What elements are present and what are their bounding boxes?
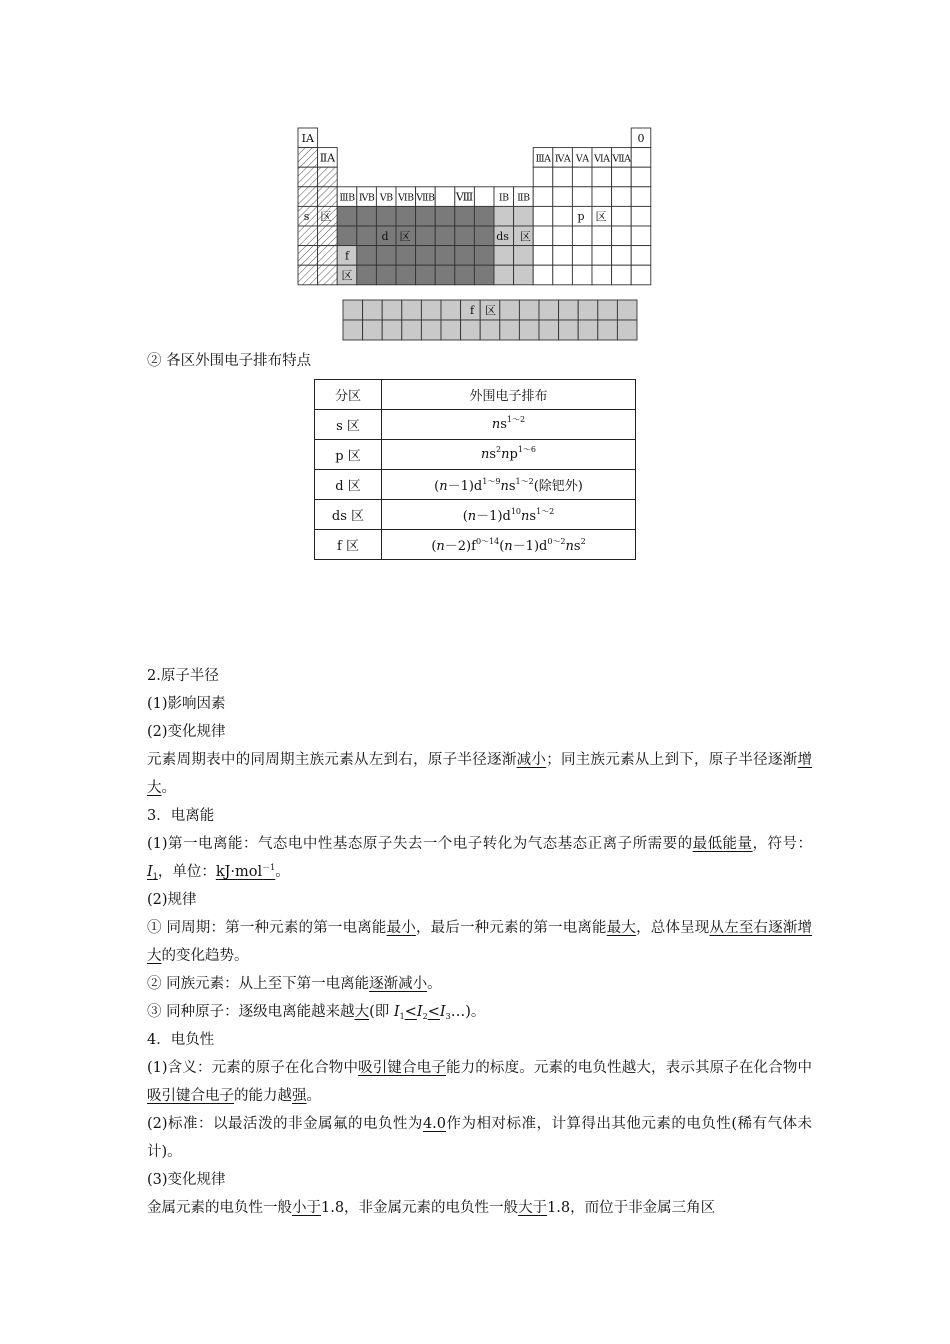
configuration-cell: $(n-1)d^{1\sim 9}ns^{1\sim 2}$(除钯外) (382, 470, 636, 500)
section-4-rule: 金属元素的电负性一般小于1.8，非金属元素的电负性一般大于1.8，而位于非金属三角区 (147, 1200, 716, 1216)
f-block-cell (539, 300, 559, 320)
p-block-cell (631, 206, 651, 226)
configuration-cell: $ns^2np^{1\sim 6}$ (382, 440, 636, 470)
table-row (315, 530, 636, 560)
section-4-title: 4．电负性 (147, 1032, 215, 1048)
f-block-cell (382, 320, 402, 340)
header-configuration: 外围电子排布 (382, 380, 636, 410)
p-block-cell (572, 265, 592, 285)
label-f-row: f 区 (469, 304, 497, 317)
ds-block-cell (514, 246, 534, 266)
s-block-cell (298, 187, 318, 207)
label-group-ia: ⅠA (301, 131, 314, 145)
label-f-main-1: f (344, 249, 350, 263)
section-4-meaning: (1)含义：元素的原子在化合物中吸引键合电子能力的标度。元素的电负性越大，表示其原子在化合物中吸引键合电子的能力越强。 (147, 1060, 813, 1104)
header-block: 分区 (315, 380, 382, 410)
label-p-block: p 区 (577, 210, 607, 224)
answer-decrease: 减小 (516, 752, 547, 768)
f-block-cell (402, 300, 422, 320)
f-block-cell (578, 300, 598, 320)
section-3-definition: (1)第一电离能：气态电中性基态原子失去一个电子转化为气态基态正离子所需要的最低能量，符号：$I_1$，单位：kJ·mol$^{-1}$。 (147, 836, 812, 881)
f-block-cell (519, 320, 539, 340)
label-group-viia: ⅦA (612, 153, 631, 165)
f-block-cell (382, 300, 402, 320)
f-block-cell (343, 320, 363, 340)
s-block-cell (318, 226, 338, 246)
p-block-cell (631, 246, 651, 266)
block-cell: d 区 (315, 470, 382, 500)
label-d-block: d 区 (381, 229, 411, 243)
d-block-cell (455, 246, 475, 266)
d-block-cell (337, 226, 357, 246)
label-group-viii: Ⅷ (455, 190, 474, 204)
p-block-cell (592, 187, 612, 207)
f-block-cell (363, 320, 383, 340)
d-block-cell (416, 265, 436, 285)
s-block-cell (318, 187, 338, 207)
p-block-cell (592, 265, 612, 285)
s-block-cell (298, 167, 318, 187)
p-block-cell (612, 167, 632, 187)
s-block-cell (298, 148, 318, 168)
unit-kj-mol: kJ·mol$^{-1}$ (215, 863, 276, 880)
label-group-ib: ⅠB (498, 192, 509, 204)
block-cell: s 区 (315, 410, 382, 440)
table-row (315, 440, 636, 470)
p-block-cell (533, 246, 553, 266)
section-2-item-2: (2)变化规律 (147, 724, 226, 740)
periodic-table-block-diagram (0, 0, 950, 345)
d-block-cell (376, 206, 396, 226)
b-group-header-cell (474, 187, 494, 207)
d-block-cell (357, 206, 377, 226)
body-text (147, 662, 812, 1222)
d-block-cell (357, 265, 377, 285)
s-block-cell (318, 265, 338, 285)
table-row (315, 500, 636, 530)
ds-block-cell (494, 265, 514, 285)
ds-block-cell (494, 246, 514, 266)
label-s-block: s 区 (303, 210, 332, 224)
label-group-zero: 0 (637, 131, 645, 145)
f-block-cell (617, 300, 637, 320)
section-2-item-1: (1)影响因素 (147, 696, 226, 712)
p-block-cell (572, 226, 592, 246)
block-characteristics-caption: ② 各区外围电子排布特点 (147, 353, 312, 369)
electron-configuration-table (314, 379, 636, 560)
p-block-cell (612, 265, 632, 285)
table-row (315, 410, 636, 440)
p-block-cell (612, 187, 632, 207)
d-block-cell (474, 206, 494, 226)
d-block-cell (474, 246, 494, 266)
label-f-main-2: 区 (341, 269, 353, 282)
f-block-cell (343, 300, 363, 320)
p-block-cell (631, 187, 651, 207)
d-block-cell (435, 265, 455, 285)
d-block-cell (455, 265, 475, 285)
table-header-row (315, 380, 636, 410)
d-block-cell (435, 206, 455, 226)
p-block-cell (533, 167, 553, 187)
label-group-ivb: ⅣB (358, 192, 375, 204)
f-block-cell (519, 300, 539, 320)
p-block-cell (533, 265, 553, 285)
f-block-cell (598, 320, 618, 340)
block-cell: p 区 (315, 440, 382, 470)
p-block-cell (553, 206, 573, 226)
f-block-cell (617, 320, 637, 340)
p-block-cell (631, 148, 651, 168)
label-group-iva: ⅣA (554, 153, 571, 165)
label-group-iia: ⅡA (319, 151, 336, 165)
p-block-cell (572, 167, 592, 187)
f-block-cell (421, 300, 441, 320)
section-3-rule-1: ① 同周期：第一种元素的第一电离能最小，最后一种元素的第一电离能最大，总体呈现从左至右逐渐增大的变化趋势。 (147, 920, 813, 964)
section-2-title: 2.原子半径 (147, 668, 219, 684)
s-block-cell (318, 167, 338, 187)
p-block-cell (533, 187, 553, 207)
answer-min-energy: 最低能量 (692, 836, 753, 852)
p-block-cell (553, 265, 573, 285)
block-cell: f 区 (315, 530, 382, 560)
p-block-cell (572, 187, 592, 207)
s-block-cell (298, 246, 318, 266)
d-block-cell (376, 246, 396, 266)
p-block-cell (612, 246, 632, 266)
ds-block-cell (514, 206, 534, 226)
f-block-cell (363, 300, 383, 320)
b-group-header-cell (435, 187, 455, 207)
block-cell: ds 区 (315, 500, 382, 530)
configuration-cell: $(n-1)d^{10}ns^{1\sim 2}$ (382, 500, 636, 530)
ds-block-cell (494, 206, 514, 226)
f-block-cell (480, 320, 500, 340)
answer-increase: 增大 (147, 752, 813, 796)
label-group-vib: ⅥB (398, 192, 414, 204)
f-block-cell (461, 320, 481, 340)
p-block-cell (553, 246, 573, 266)
section-2-paragraph: 元素周期表中的同周期主族元素从左到右，原子半径逐渐减小；同主族元素从上到下，原子半径逐渐增大。 (147, 752, 813, 796)
d-block-cell (416, 226, 436, 246)
label-group-va: ⅤA (575, 153, 589, 165)
section-4-item-3: (3)变化规律 (147, 1172, 226, 1188)
d-block-cell (435, 226, 455, 246)
p-block-cell (533, 206, 553, 226)
d-block-cell (376, 265, 396, 285)
d-block-cell (396, 246, 416, 266)
section-3-rule-3: ③ 同种原子：逐级电离能越来越大(即 $I_1<I_2<I_3\dots$)。 (147, 1004, 486, 1021)
d-block-cell (416, 206, 436, 226)
d-block-cell (455, 206, 475, 226)
d-block-cell (357, 226, 377, 246)
configuration-cell: $ns^{1\sim 2}$ (382, 410, 636, 440)
d-block-cell (435, 246, 455, 266)
p-block-cell (553, 167, 573, 187)
label-group-iiib: ⅢB (339, 192, 355, 204)
f-block-cell (578, 320, 598, 340)
f-block-cell (421, 320, 441, 340)
f-block-cell (598, 300, 618, 320)
f-block-cell (559, 320, 579, 340)
p-block-cell (592, 246, 612, 266)
label-group-iiia: ⅢA (535, 153, 551, 165)
p-block-cell (631, 265, 651, 285)
s-block-cell (298, 226, 318, 246)
table-row (315, 470, 636, 500)
f-block-cell (441, 300, 461, 320)
label-group-vb: ⅤB (379, 192, 393, 204)
f-block-cell (441, 320, 461, 340)
p-block-cell (553, 226, 573, 246)
label-ds-block: ds 区 (496, 229, 531, 243)
p-block-cell (631, 167, 651, 187)
d-block-cell (474, 265, 494, 285)
s-block-cell (318, 246, 338, 266)
d-block-cell (474, 226, 494, 246)
f-block-cell (500, 320, 520, 340)
f-block-cell (402, 320, 422, 340)
p-block-cell (553, 187, 573, 207)
d-block-cell (416, 246, 436, 266)
section-4-standard: (2)标准：以最活泼的非金属氟的电负性为4.0作为相对标准，计算得出其他元素的电负性(稀有气体未计)。 (147, 1116, 813, 1160)
d-block-cell (396, 206, 416, 226)
d-block-cell (396, 265, 416, 285)
p-block-cell (592, 226, 612, 246)
s-block-cell (298, 265, 318, 285)
f-block-cell (539, 320, 559, 340)
label-group-iib: ⅡB (517, 192, 530, 204)
section-3-title: 3．电离能 (147, 808, 215, 824)
section-3-item-2: (2)规律 (147, 892, 197, 908)
configuration-cell: $(n-2)f^{0\sim 14}(n-1)d^{0\sim 2}ns^2$ (382, 530, 636, 560)
section-3-rule-2: ② 同族元素：从上至下第一电离能逐渐减小。 (147, 976, 442, 992)
f-block-cell (559, 300, 579, 320)
symbol-i1: $I_1$ (147, 864, 158, 881)
label-group-viib: ⅦB (416, 192, 435, 204)
ds-block-cell (514, 265, 534, 285)
p-block-cell (612, 226, 632, 246)
d-block-cell (455, 226, 475, 246)
p-block-cell (533, 226, 553, 246)
p-block-cell (612, 206, 632, 226)
p-block-cell (592, 167, 612, 187)
label-group-via: ⅥA (594, 153, 610, 165)
p-block-cell (631, 226, 651, 246)
d-block-cell (337, 206, 357, 226)
d-block-cell (357, 246, 377, 266)
p-block-cell (572, 246, 592, 266)
f-block-cell (500, 300, 520, 320)
